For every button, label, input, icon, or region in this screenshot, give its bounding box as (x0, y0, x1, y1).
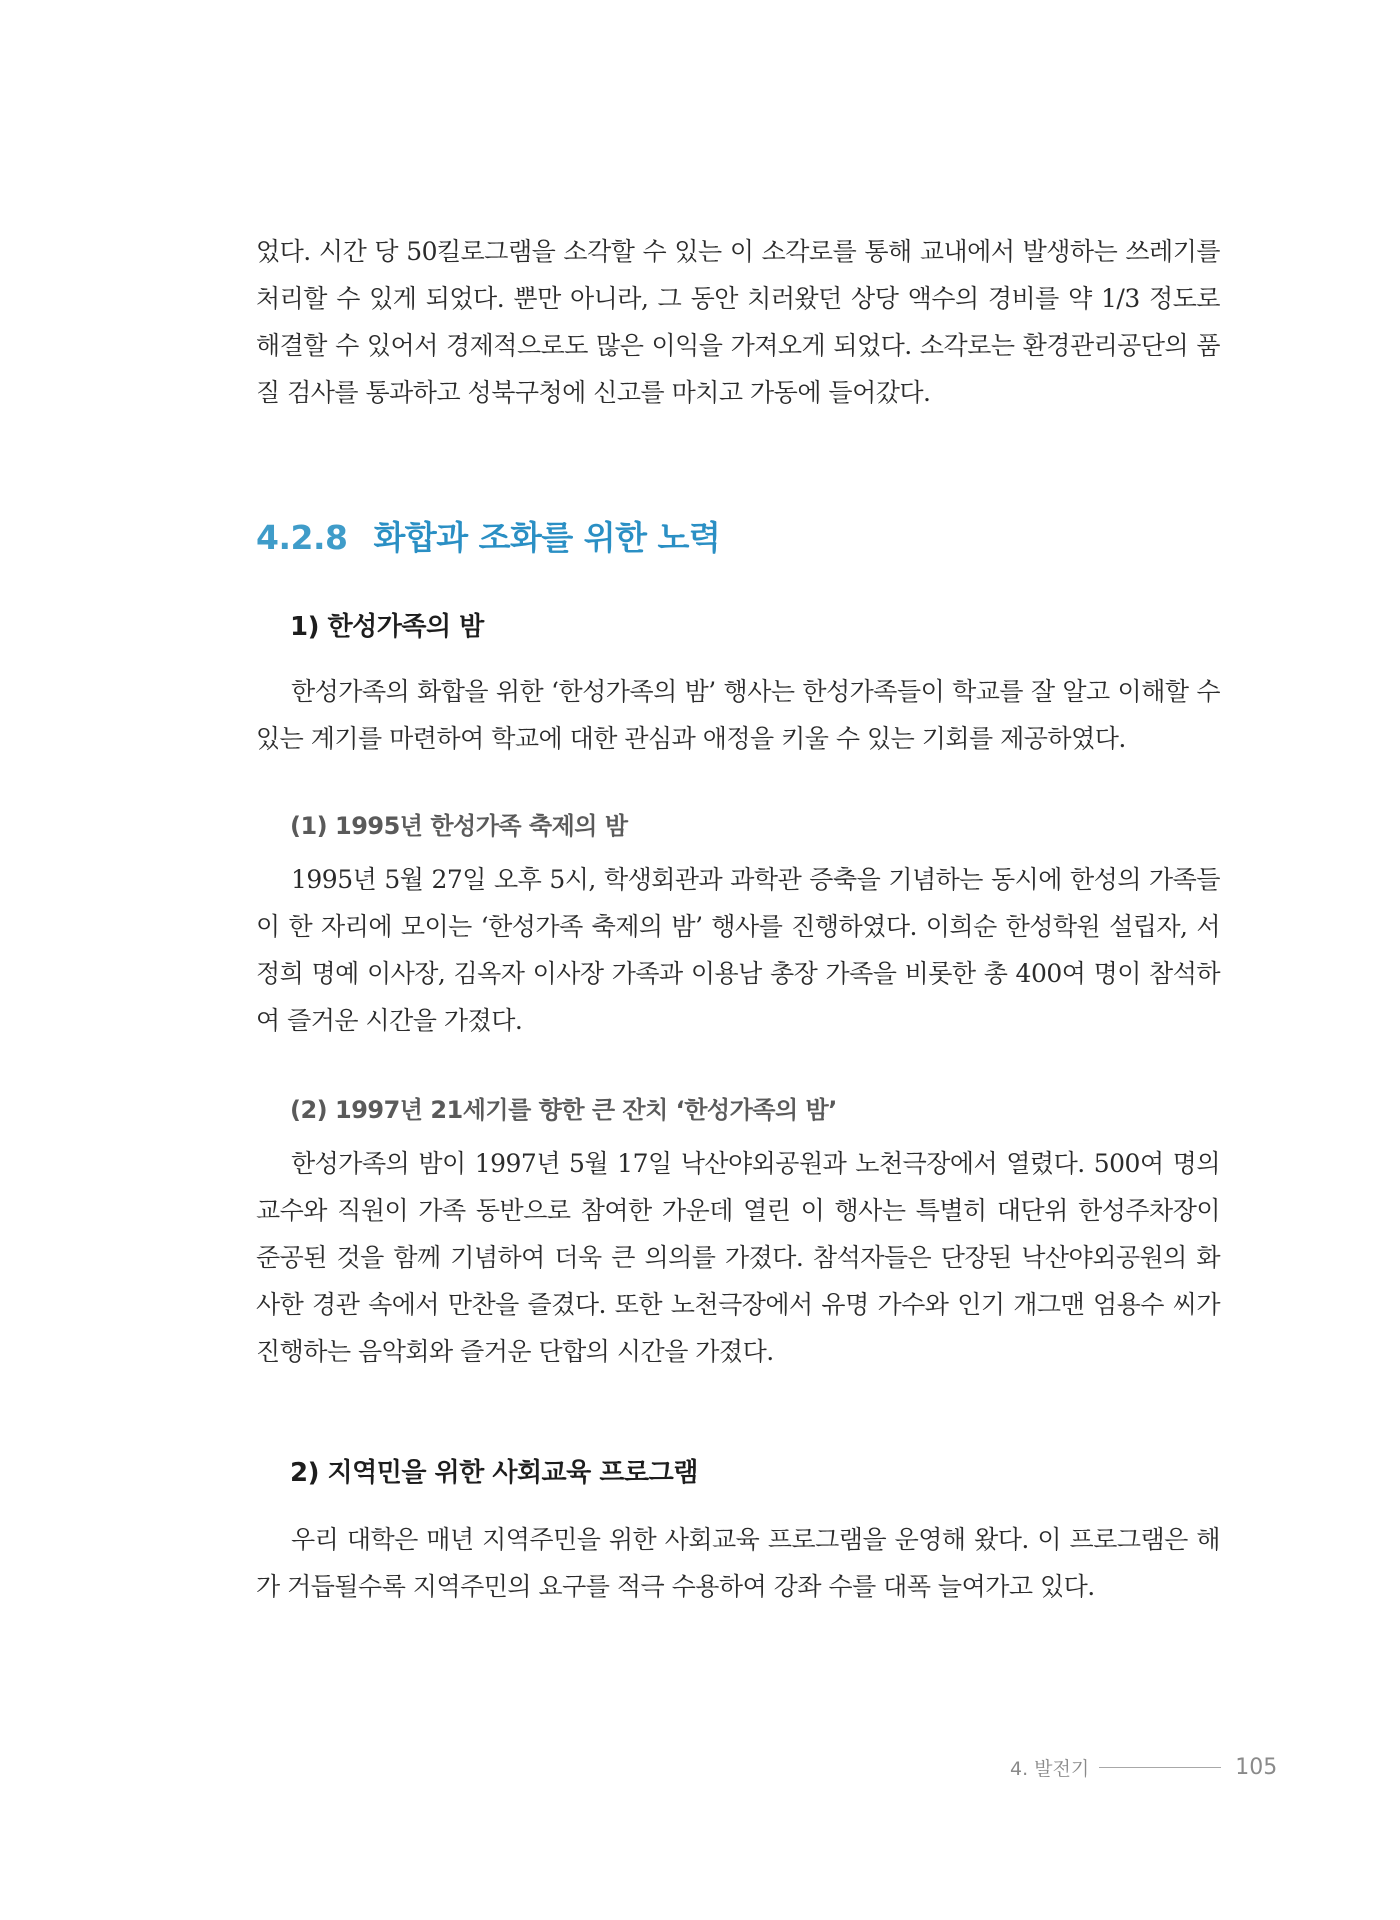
paragraph-incinerator: 었다. 시간 당 50킬로그램을 소각할 수 있는 이 소각로를 통해 교내에서 발생하는 쓰레기를 처리할 수 있게 되었다. 뿐만 아니라, 그 동안 치러왔던 상당 액수의 경비를 약 1/3 정도로 해결할 수 있어서 경제적으로도 많은 이익을 가져오게 되었다. 소각로는 환경관리공단의 품질 검사를 통과하고 성북구청에 신고를 마치고 가동에 들어갔다. (256, 237, 1220, 407)
paragraph-1997-celebration: 한성가족의 밤이 1997년 5월 17일 낙산야외공원과 노천극장에서 열렸다. 500여 명의 교수와 직원이 가족 동반으로 참여한 가운데 열린 이 행사는 특별히 대단위 한성주차장이 준공된 것을 함께 기념하여 더욱 큰 의의를 가졌다. 참석자들은 단장된 낙산야외공원의 화사한 경관 속에서 만찬을 즐겼다. 또한 노천극장에서 유명 가수와 인기 개그맨 엄용수 씨가 진행하는 음악회와 즐거운 단합의 시간을 가졌다. (256, 1149, 1220, 1366)
section-title: 화합과 조화를 위한 노력 (373, 518, 721, 557)
footer-divider (1099, 1767, 1221, 1768)
section-heading (256, 512, 720, 559)
paragraph-family-night-intro: 한성가족의 화합을 위한 ‘한성가족의 밤’ 행사는 한성가족들이 학교를 잘 알고 이해할 수 있는 계기를 마련하여 학교에 대한 관심과 애정을 키울 수 있는 기회를 제공하였다. (256, 677, 1220, 753)
page-number: 105 (1235, 1754, 1278, 1780)
page-footer (1010, 1752, 1300, 1782)
footer-chapter-label: 4. 발전기 (1010, 1757, 1090, 1780)
subheading-community-education: 2) 지역민을 위한 사회교육 프로그램 (290, 1458, 698, 1488)
minor-heading-1997-celebration: (2) 1997년 21세기를 향한 큰 잔치 ‘한성가족의 밤’ (290, 1096, 837, 1124)
subheading-hansung-family-night: 1) 한성가족의 밤 (290, 612, 484, 642)
paragraph-community-education: 우리 대학은 매년 지역주민을 위한 사회교육 프로그램을 운영해 왔다. 이 프로그램은 해가 거듭될수록 지역주민의 요구를 적극 수용하여 강좌 수를 대폭 늘여가고 있다. (256, 1525, 1220, 1601)
paragraph-1995-festival: 1995년 5월 27일 오후 5시, 학생회관과 과학관 증축을 기념하는 동시에 한성의 가족들이 한 자리에 모이는 ‘한성가족 축제의 밤’ 행사를 진행하였다. 이희순 한성학원 설립자, 서정희 명예 이사장, 김옥자 이사장 가족과 이용남 총장 가족을 비롯한 총 400여 명이 참석하여 즐거운 시간을 가졌다. (256, 865, 1220, 1035)
minor-heading-1995-festival: (1) 1995년 한성가족 축제의 밤 (290, 812, 628, 840)
section-number: 4.2.8 (256, 518, 348, 557)
